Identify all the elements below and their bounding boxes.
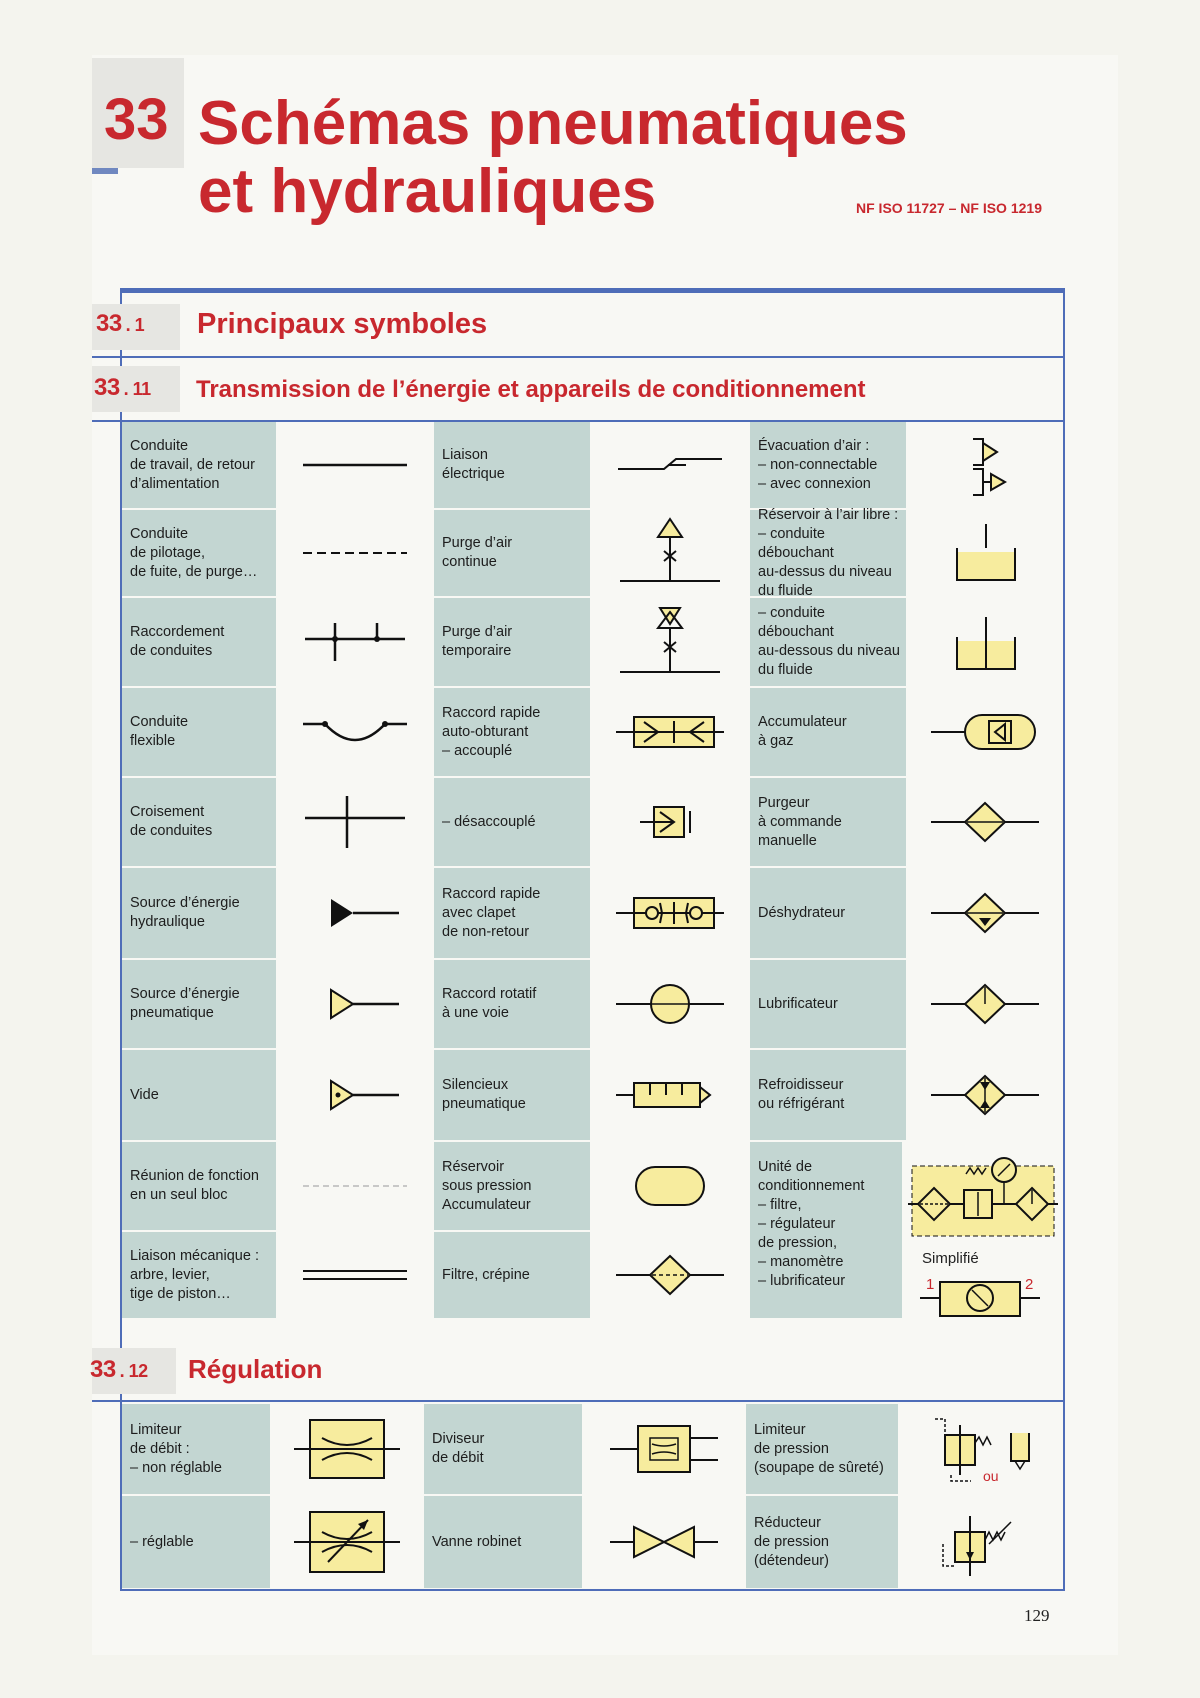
silencer-symbol — [610, 1075, 730, 1115]
symbol-cell — [272, 1496, 422, 1588]
symbol-label: Vanne robinet — [424, 1496, 582, 1588]
symbol-cell — [592, 688, 748, 776]
section-title: Régulation — [188, 1354, 323, 1384]
symbol-cell — [592, 778, 748, 866]
section-number: 33 . 1 — [96, 310, 145, 337]
symbol-cell — [592, 1050, 748, 1140]
working-line-symbol — [295, 455, 415, 475]
symbol-cell — [908, 778, 1062, 866]
chapter-marker — [92, 168, 118, 174]
symbol-label: Source d’énergie hydraulique — [122, 868, 276, 958]
symbol-label: Réducteur de pression (détendeur) — [746, 1496, 898, 1588]
symbol-cell — [272, 1404, 422, 1494]
table-frame-bottom — [120, 1589, 1065, 1591]
symbol-cell — [278, 1142, 432, 1230]
conditioning-unit-simplified-symbol — [918, 1276, 1042, 1320]
or-label: ou — [983, 1468, 999, 1484]
symbol-cell — [278, 1232, 432, 1318]
symbol-cell — [278, 960, 432, 1048]
symbol-label: Déshydrateur — [750, 868, 906, 958]
symbol-label: Unité de conditionnement – filtre, – régulateur de pression, – manomètre – lubrificateur — [750, 1142, 902, 1318]
symbol-label: Purge d’air temporaire — [434, 598, 590, 686]
conditioning-unit-symbol — [908, 1152, 1058, 1242]
symbol-cell — [278, 422, 432, 508]
adjustable-flow-restrictor-symbol — [292, 1506, 402, 1578]
symbol-label: Purgeur à commande manuelle — [750, 778, 906, 866]
simplified-label: Simplifié — [922, 1250, 979, 1267]
symbol-cell — [592, 1232, 748, 1318]
symbol-label: Limiteur de débit : – non réglable — [122, 1404, 270, 1494]
symbol-label: Liaison mécanique : arbre, levier, tige de piston… — [122, 1232, 276, 1318]
symbol-cell — [592, 510, 748, 596]
symbol-label: – réglable — [122, 1496, 270, 1588]
symbol-cell — [278, 688, 432, 776]
symbol-label: Diviseur de débit — [424, 1404, 582, 1494]
port-label-in: 1 — [926, 1276, 935, 1293]
chapter-title-line1: Schémas pneumatiques — [198, 89, 908, 158]
quick-coupling-uncoupled-symbol — [610, 797, 730, 847]
cooler-symbol — [925, 1070, 1045, 1120]
quick-coupling-coupled-symbol — [610, 707, 730, 757]
section-number: 33 . 11 — [94, 374, 151, 401]
page-number: 129 — [1024, 1606, 1050, 1625]
symbol-cell — [592, 868, 748, 958]
rotary-joint-symbol — [610, 979, 730, 1029]
symbol-label: Source d’énergie pneumatique — [122, 960, 276, 1048]
chapter-number: 33 — [104, 87, 169, 152]
symbol-cell — [592, 960, 748, 1048]
mechanical-link-symbol — [295, 1265, 415, 1285]
symbol-cell — [592, 422, 748, 508]
symbol-cell — [278, 778, 432, 866]
vacuum-symbol — [295, 1075, 415, 1115]
symbol-label: Liaison électrique — [434, 422, 590, 508]
section-number: 33 . 12 — [90, 1356, 148, 1383]
symbol-label: Vide — [122, 1050, 276, 1140]
table-frame-right — [1063, 293, 1065, 1591]
fixed-flow-restrictor-symbol — [292, 1414, 402, 1484]
symbol-label: Conduite de pilotage, de fuite, de purge… — [122, 510, 276, 596]
open-reservoir-below-symbol — [945, 607, 1025, 677]
symbol-label: Lubrificateur — [750, 960, 906, 1048]
line-crossing-symbol — [295, 792, 415, 852]
symbol-label: Réservoir à l’air libre : – conduite débouchant au-dessus du niveau du fluide — [750, 510, 906, 596]
table-top-rule — [120, 288, 1065, 293]
symbol-cell — [908, 688, 1062, 776]
open-reservoir-above-symbol — [945, 518, 1025, 588]
gas-accumulator-symbol — [925, 707, 1045, 757]
symbol-label: Refroidisseur ou réfrigérant — [750, 1050, 906, 1140]
symbol-cell — [900, 1496, 1062, 1588]
symbol-cell — [908, 422, 1062, 508]
symbol-label: Filtre, crépine — [434, 1232, 590, 1318]
symbol-label: Purge d’air continue — [434, 510, 590, 596]
section-title: Principaux symboles — [197, 308, 488, 340]
gate-valve-symbol — [604, 1517, 724, 1567]
section-title: Transmission de l’énergie et appareils de conditionnement — [196, 376, 866, 403]
symbol-cell — [278, 1050, 432, 1140]
symbol-label: Raccordement de conduites — [122, 598, 276, 686]
symbol-cell — [278, 598, 432, 686]
temporary-drain-symbol — [610, 602, 730, 682]
standard-reference: NF ISO 11727 – NF ISO 1219 — [856, 200, 1042, 216]
quick-coupling-check-valve-symbol — [610, 888, 730, 938]
line-junction-symbol — [295, 617, 415, 667]
symbol-cell — [592, 598, 748, 686]
symbol-cell — [584, 1404, 744, 1494]
symbol-label: Conduite flexible — [122, 688, 276, 776]
flow-divider-symbol — [604, 1414, 724, 1484]
pressure-relief-valve-symbol — [921, 1409, 1041, 1489]
symbol-label: Accumulateur à gaz — [750, 688, 906, 776]
air-exhaust-symbol — [945, 429, 1025, 501]
filter-strainer-symbol — [610, 1250, 730, 1300]
lubricator-symbol — [925, 979, 1045, 1029]
pneumatic-source-symbol — [295, 984, 415, 1024]
symbol-label: Raccord rapide auto-obturant – accouplé — [434, 688, 590, 776]
symbol-cell — [908, 960, 1062, 1048]
symbol-label: – désaccouplé — [434, 778, 590, 866]
dryer-symbol — [925, 888, 1045, 938]
symbol-cell — [592, 1142, 748, 1230]
symbol-cell — [908, 868, 1062, 958]
symbol-label: Raccord rotatif à une voie — [434, 960, 590, 1048]
hydraulic-source-symbol — [295, 893, 415, 933]
symbol-cell — [278, 868, 432, 958]
symbol-cell — [584, 1496, 744, 1588]
port-label-out: 2 — [1025, 1276, 1034, 1293]
symbol-cell — [908, 598, 1062, 686]
pressure-reservoir-symbol — [610, 1161, 730, 1211]
symbol-label: Évacuation d’air : – non-connectable – avec connexion — [750, 422, 906, 508]
electric-link-symbol — [610, 445, 730, 485]
symbol-cell — [278, 510, 432, 596]
flexible-line-symbol — [295, 712, 415, 752]
symbol-cell — [908, 510, 1062, 596]
manual-drain-symbol — [925, 797, 1045, 847]
symbol-label: – conduite débouchant au-dessous du niveau du fluide — [750, 598, 906, 686]
section-divider — [92, 1400, 1065, 1402]
symbol-label: Réunion de fonction en un seul bloc — [122, 1142, 276, 1230]
function-block-symbol — [295, 1176, 415, 1196]
chapter-title-line2: et hydrauliques — [198, 157, 657, 226]
symbol-cell — [908, 1050, 1062, 1140]
symbol-label: Réservoir sous pression Accumulateur — [434, 1142, 590, 1230]
pressure-reducer-symbol — [931, 1502, 1031, 1582]
symbol-label: Limiteur de pression (soupape de sûreté) — [746, 1404, 898, 1494]
pilot-line-symbol — [295, 543, 415, 563]
symbol-label: Croisement de conduites — [122, 778, 276, 866]
continuous-drain-symbol — [610, 513, 730, 593]
symbol-label: Raccord rapide avec clapet de non-retour — [434, 868, 590, 958]
symbol-label: Conduite de travail, de retour d’alimentation — [122, 422, 276, 508]
section-divider — [92, 356, 1065, 358]
symbol-label: Silencieux pneumatique — [434, 1050, 590, 1140]
symbol-cell — [900, 1404, 1062, 1494]
